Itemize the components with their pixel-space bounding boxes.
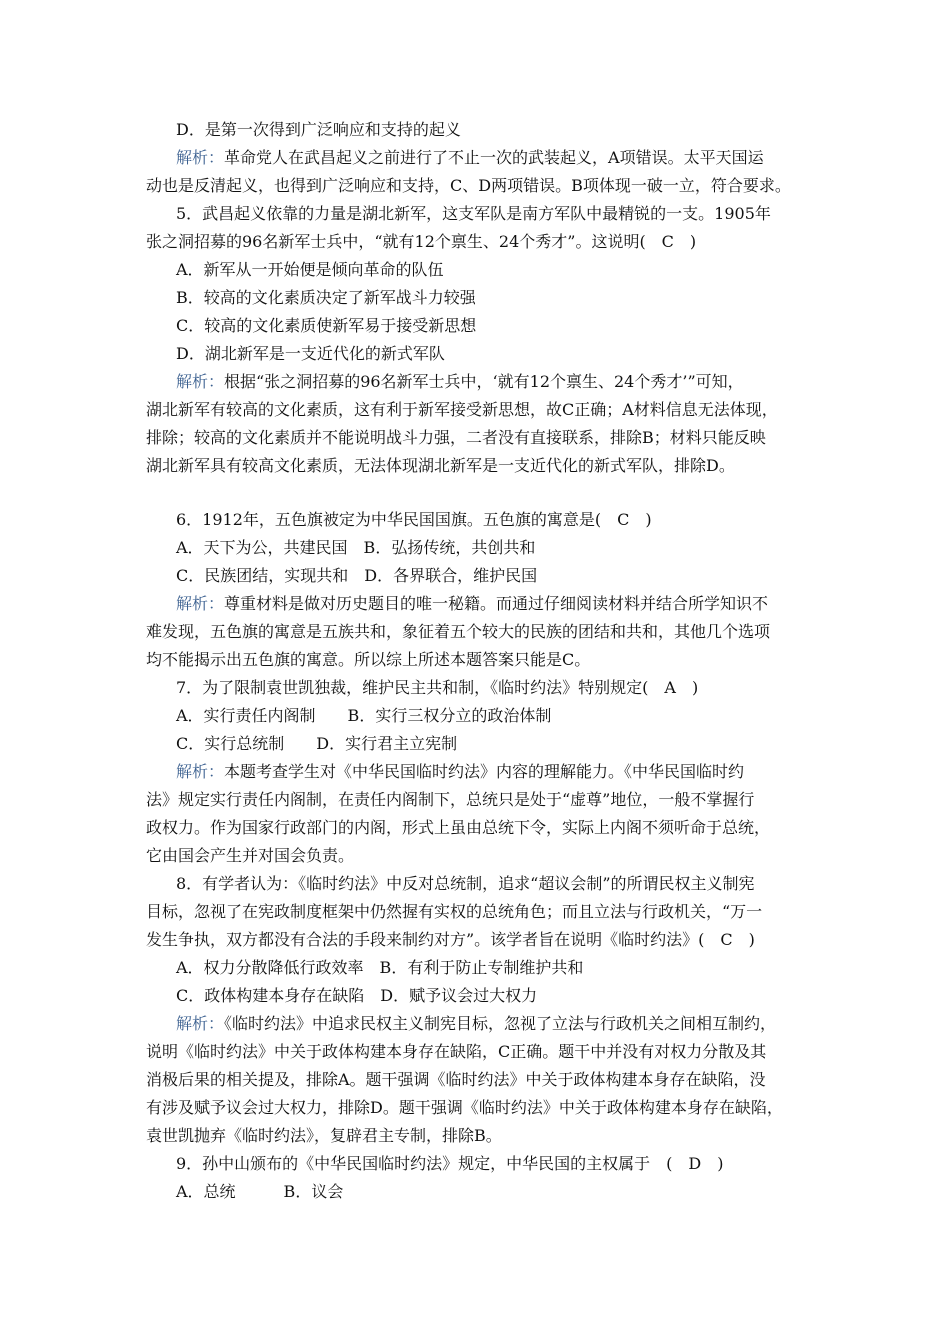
explanation-label: 解析： [176, 148, 225, 167]
text-line [146, 284, 818, 312]
line-text: A．总统 B．议会 [176, 1182, 344, 1201]
line-text: 《临时约法》中追求民权主义制宪目标，忽视了立法与行政机关之间相互制约， [224, 1014, 777, 1033]
text-line [146, 842, 818, 870]
explanation-label: 解析： [176, 372, 225, 391]
text-line [146, 534, 818, 562]
line-text: 发生争执，双方都没有合法的手段来制约对方”。该学者旨在说明《临时约法》( C ) [146, 930, 755, 949]
line-text: 7．为了限制袁世凯独裁，维护民主共和制，《临时约法》特别规定( A ) [176, 678, 699, 697]
text-line [146, 618, 818, 646]
text-line [146, 786, 818, 814]
text-line [146, 562, 818, 590]
text-line [146, 424, 818, 452]
text-line [146, 730, 818, 758]
line-text: A．天下为公，共建民国 B．弘扬传统，共创共和 [176, 538, 536, 557]
question-stem [146, 506, 818, 534]
line-text: 均不能揭示出五色旗的寓意。所以综上所述本题答案只能是C。 [146, 650, 591, 669]
question-stem [146, 674, 818, 702]
text-line [146, 590, 818, 618]
text-line [146, 172, 818, 200]
line-text: 政权力。作为国家行政部门的内阁，形式上虽由总统下令，实际上内阁不须听命于总统， [146, 818, 771, 837]
answer-option [146, 982, 818, 1010]
line-text: A．新军从一开始便是倾向革命的队伍 [176, 260, 444, 279]
question-stem [146, 870, 818, 954]
question-stem [146, 200, 818, 256]
text-line [146, 396, 818, 424]
line-text: 袁世凯抛弃《临时约法》，复辟君主专制，排除B。 [146, 1126, 502, 1145]
text-line [146, 1010, 818, 1038]
line-text: 8．有学者认为：《临时约法》中反对总统制，追求“超议会制”的所谓民权主义制宪 [176, 874, 755, 893]
line-text: 本题考查学生对《中华民国临时约法》内容的理解能力。《中华民国临时约 [224, 762, 745, 781]
text-line [146, 1122, 818, 1150]
line-text: C．较高的文化素质使新军易于接受新思想 [176, 316, 477, 335]
text-line [146, 674, 818, 702]
answer-option [146, 312, 818, 340]
line-text: 9．孙中山颁布的《中华民国临时约法》规定，中华民国的主权属于 ( D ) [176, 1154, 724, 1173]
line-text: C．实行总统制 D．实行君主立宪制 [176, 734, 458, 753]
text-line [146, 1178, 818, 1206]
explanation [146, 144, 818, 200]
explanation-label: 解析： [176, 1014, 225, 1033]
line-text: 消极后果的相关提及，排除A。题干强调《临时约法》中关于政体构建本身存在缺陷，没 [146, 1070, 766, 1089]
answer-option [146, 562, 818, 590]
answer-option [146, 534, 818, 562]
explanation [146, 1010, 818, 1150]
section-gap [146, 480, 818, 506]
line-text: 有涉及赋予议会过大权力，排除D。题干强调《临时约法》中关于政体构建本身存在缺陷， [146, 1098, 783, 1117]
line-text: 6．1912年，五色旗被定为中华民国国旗。五色旗的寓意是( C ) [176, 510, 652, 529]
answer-option [146, 116, 818, 144]
line-text: 湖北新军具有较高文化素质，无法体现湖北新军是一支近代化的新式军队，排除D。 [146, 456, 735, 475]
document-content [146, 116, 818, 1206]
text-line [146, 144, 818, 172]
line-text: 根据“张之洞招募的96名新军士兵中，‘就有12个禀生、24个秀才’”可知， [224, 372, 744, 391]
line-text: 难发现，五色旗的寓意是五族共和，象征着五个较大的民族的团结和共和，其他几个选项 [146, 622, 771, 641]
text-line [146, 228, 818, 256]
text-line [146, 1150, 818, 1178]
answer-option [146, 702, 818, 730]
text-line [146, 256, 818, 284]
line-text: 法》规定实行责任内阁制，在责任内阁制下，总统只是处于“虚尊”地位，一般不掌握行 [146, 790, 755, 809]
text-line [146, 1094, 818, 1122]
answer-option [146, 256, 818, 284]
line-text: C．民族团结，实现共和 D．各界联合，维护民国 [176, 566, 538, 585]
line-text: 尊重材料是做对历史题目的唯一秘籍。而通过仔细阅读材料并结合所学知识不 [224, 594, 769, 613]
text-line [146, 340, 818, 368]
answer-option [146, 340, 818, 368]
text-line [146, 758, 818, 786]
line-text: D．是第一次得到广泛响应和支持的起义 [176, 120, 461, 139]
line-text: 湖北新军有较高的文化素质，这有利于新军接受新思想，故C正确；A材料信息无法体现， [146, 400, 778, 419]
text-line [146, 452, 818, 480]
text-line [146, 982, 818, 1010]
line-text: 说明《临时约法》中关于政体构建本身存在缺陷，C正确。题干中并没有对权力分散及其 [146, 1042, 767, 1061]
answer-option [146, 284, 818, 312]
text-line [146, 646, 818, 674]
text-line [146, 368, 818, 396]
line-text: 排除；较高的文化素质并不能说明战斗力强，二者没有直接联系，排除B；材料只能反映 [146, 428, 766, 447]
text-line [146, 200, 818, 228]
line-text: C．政体构建本身存在缺陷 D．赋予议会过大权力 [176, 986, 538, 1005]
line-text: 革命党人在武昌起义之前进行了不止一次的武装起义，A项错误。太平天国运 [224, 148, 764, 167]
answer-option [146, 1178, 818, 1206]
explanation [146, 368, 818, 480]
text-line [146, 1038, 818, 1066]
text-line [146, 870, 818, 898]
explanation [146, 590, 818, 674]
explanation [146, 758, 818, 870]
text-line [146, 814, 818, 842]
text-line [146, 506, 818, 534]
text-line [146, 116, 818, 144]
explanation-label: 解析： [176, 594, 225, 613]
line-text: A．实行责任内阁制 B．实行三权分立的政治体制 [176, 706, 552, 725]
line-text: 5．武昌起义依靠的力量是湖北新军，这支军队是南方军队中最精锐的一支。1905年 [176, 204, 771, 223]
answer-option [146, 730, 818, 758]
line-text: B．较高的文化素质决定了新军战斗力较强 [176, 288, 476, 307]
explanation-label: 解析： [176, 762, 225, 781]
text-line [146, 1066, 818, 1094]
line-text: 它由国会产生并对国会负责。 [146, 846, 355, 865]
text-line [146, 954, 818, 982]
line-text: 张之洞招募的96名新军士兵中，“就有12个禀生、24个秀才”。这说明( C ) [146, 232, 697, 251]
question-stem [146, 1150, 818, 1178]
line-text: D．湖北新军是一支近代化的新式军队 [176, 344, 445, 363]
text-line [146, 926, 818, 954]
line-text: A．权力分散降低行政效率 B．有利于防止专制维护共和 [176, 958, 584, 977]
answer-option [146, 954, 818, 982]
line-text: 目标，忽视了在宪政制度框架中仍然握有实权的总统角色；而且立法与行政机关，“万一 [146, 902, 763, 921]
text-line [146, 312, 818, 340]
text-line [146, 898, 818, 926]
line-text: 动也是反清起义，也得到广泛响应和支持，C、D两项错误。B项体现一破一立，符合要求。 [146, 176, 791, 195]
text-line [146, 702, 818, 730]
